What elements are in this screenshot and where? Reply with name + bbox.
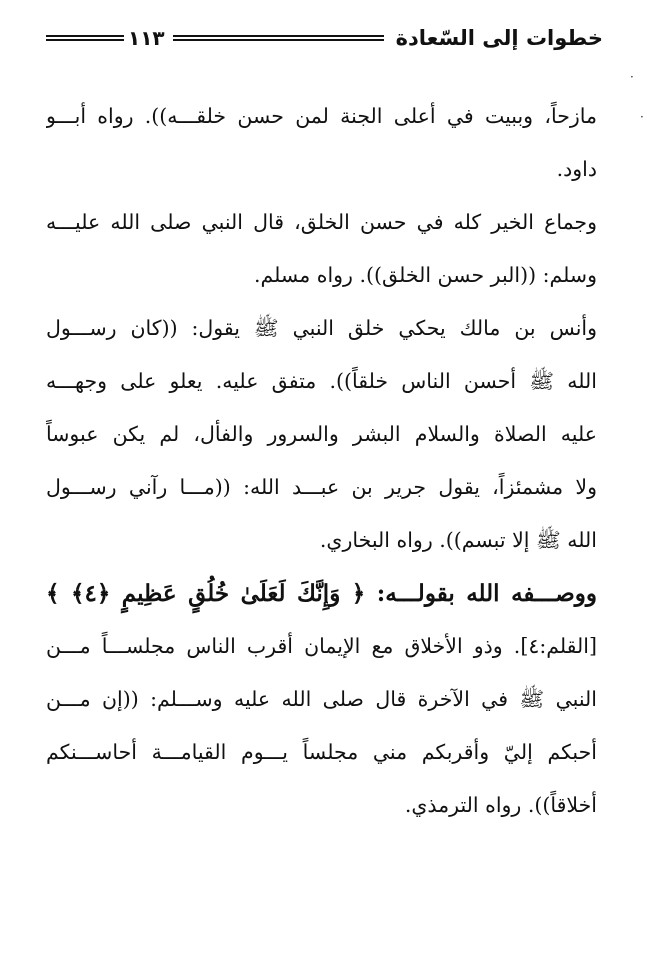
page-number: ١١٣: [128, 26, 165, 50]
text-line: مازحاً، وببيت في أعلى الجنة لمن حسن خلقـــه)). رواه أبـــو: [46, 104, 597, 128]
running-title: خطوات إلى السّعادة: [395, 26, 603, 50]
text-line: الله ﷺ إلا تبسم)). رواه البخاري.: [319, 528, 597, 552]
quran-verse-line: ووصـــفه الله بقولـــه: ﴿ وَإِنَّكَ لَعَلَىٰ خُلُقٍ عَظِيمٍ ﴿٤﴾ ﴾: [46, 580, 597, 607]
text-line: أخلاقاً)). رواه الترمذي.: [404, 793, 597, 817]
margin-dot: ·: [640, 110, 644, 124]
header-rule-short: [46, 35, 124, 41]
text-line: الله ﷺ أحسن الناس خلقاً)). متفق عليه. يعلو على وجهـــه: [46, 369, 597, 393]
text-line: أحبكم إليّ وأقربكم مني مجلساً يـــوم القيامـــة أحاســـنكم: [46, 740, 597, 764]
text-line: وأنس بن مالك يحكي خلق النبي ﷺ يقول: ((كان رســـول: [46, 316, 597, 340]
text-line: [القلم:٤]. وذو الأخلاق مع الإيمان أقرب الناس مجلســـاً مـــن: [46, 634, 597, 658]
text-line: ولا مشمئزاً، يقول جرير بن عبـــد الله: ((مـــا رآني رســـول: [46, 475, 597, 499]
margin-dot: ·: [630, 70, 634, 84]
page-header: [46, 20, 603, 56]
text-line: داود.: [556, 157, 597, 181]
body-text: [46, 90, 597, 832]
text-line: النبي ﷺ في الآخرة قال صلى الله عليه وســـلم: ((إن مـــن: [46, 687, 597, 711]
text-line: عليه الصلاة والسلام البشر والسرور والفأل، لم يكن عبوساً: [46, 422, 597, 446]
header-rule-long: [173, 35, 384, 41]
text-line: وسلم: ((البر حسن الخلق)). رواه مسلم.: [253, 263, 597, 287]
text-line: وجماع الخير كله في حسن الخلق، قال النبي صلى الله عليـــه: [46, 210, 597, 234]
